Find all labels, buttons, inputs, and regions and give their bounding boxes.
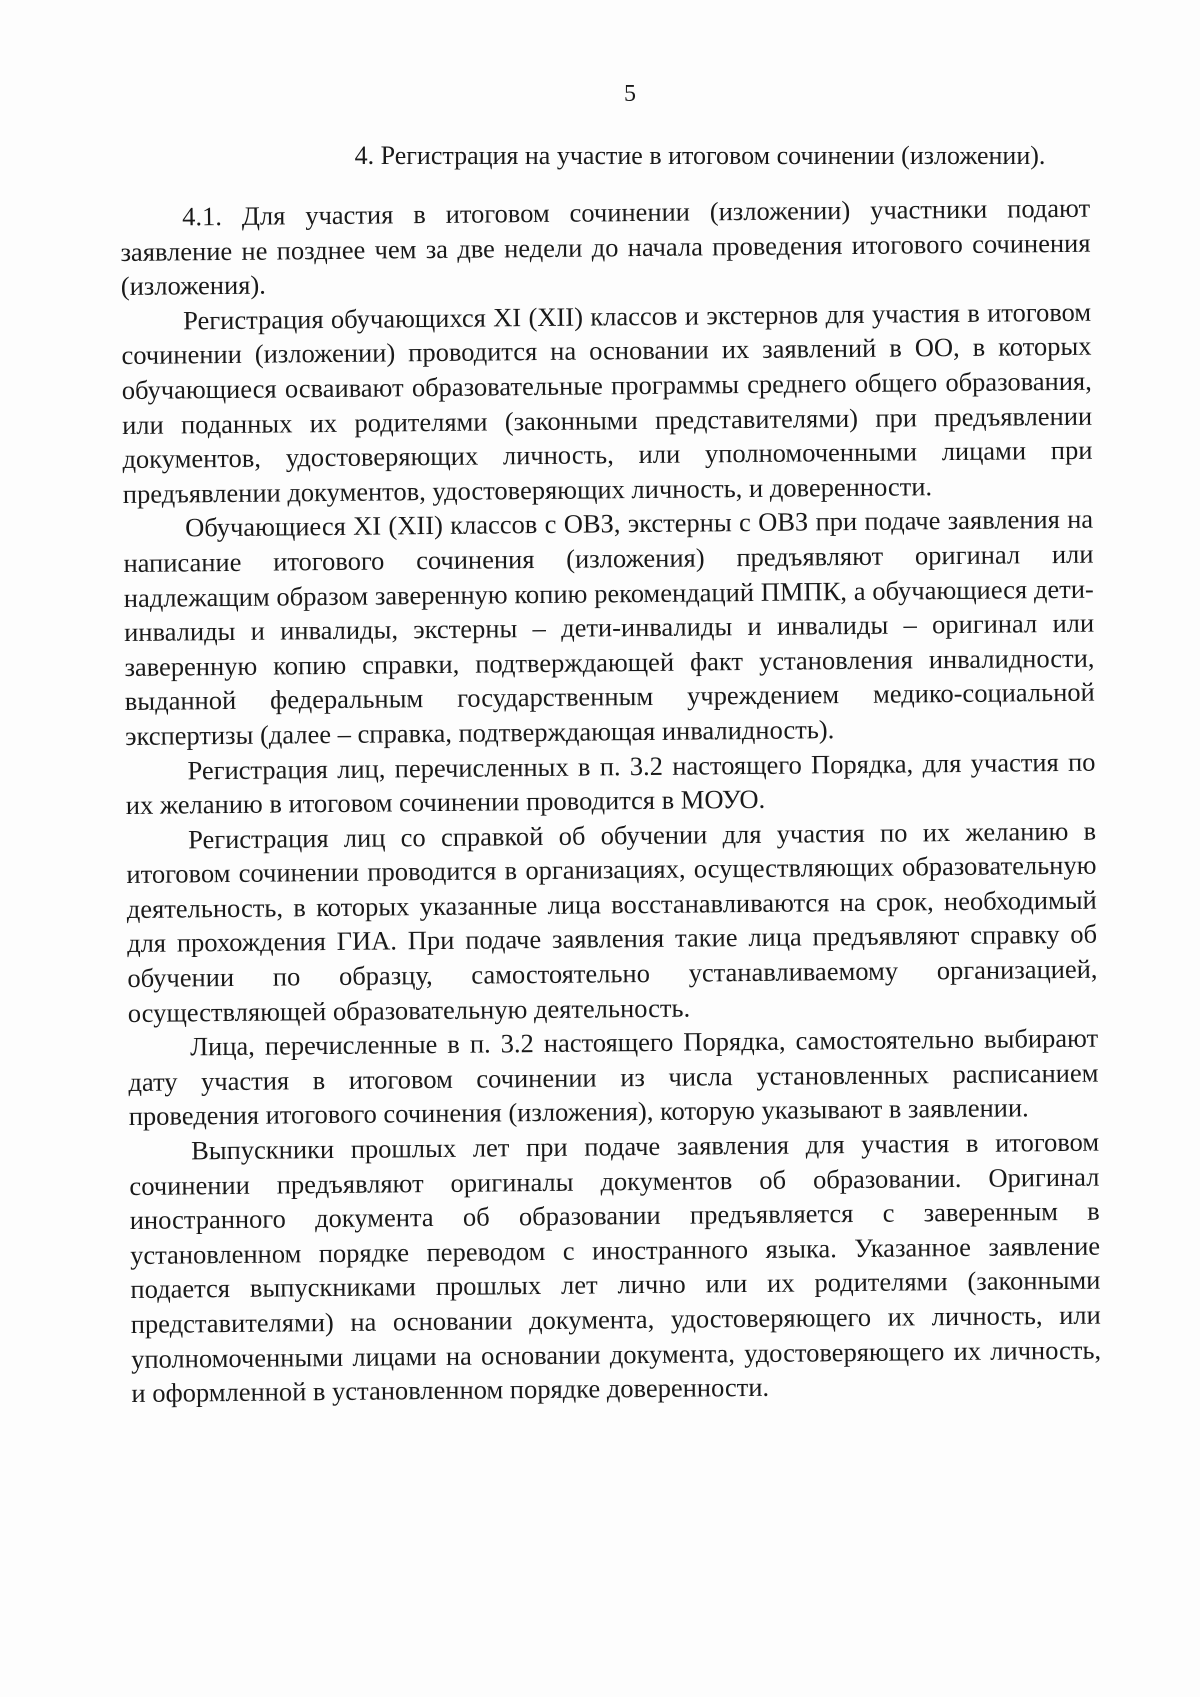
paragraph-4-1-application-deadline: 4.1. Для участия в итоговом сочинении (изложении) участники подают заявление не позднее чем за две недели до начала проведения итогового сочинения (изложения). [120,192,1091,302]
paragraph-past-graduates: Выпускники прошлых лет при подаче заявления для участия в итоговом сочинении предъявляют оригиналы документов об образовании. Оригинал иностранного документа об образовании предъявляется с заверенным в установленном порядке переводом с иностранного языка. Указанное заявление подается выпускниками прошлых лет лично или их родителями (законными представителями) на основании документа, удостоверяющего их личность, или уполномоченными лицами на основании документа, удостоверяющего их личность, и оформленной в установленном порядке доверенности. [129,1126,1102,1409]
body-text [120,191,1102,1411]
section-heading: 4. Регистрация на участие в итоговом сочинении (изложении). [354,141,1046,170]
paragraph-registration-moyo: Регистрация лиц, перечисленных в п. 3.2 настоящего Порядка, для участия по их желанию в итоговом сочинении проводится в МОУО. [125,746,1096,821]
page-number: 5 [624,81,636,107]
paragraph-disabled-students: Обучающиеся XI (XII) классов с ОВЗ, экстерны с ОВЗ при подаче заявления на написание итогового сочинения (изложения) предъявляют оригинал или надлежащим образом заверенную копию рекомендаций ПМПК, а обучающиеся дети-инвалиды и инвалиды, экстерны – дети-инвалиды и инвалиды – оригинал или заверенную копию справки, подтверждающей факт установления инвалидности, выданной федеральным государственным учреждением медико-социальной экспертизы (далее – справка, подтверждающая инвалидность). [123,504,1095,751]
paragraph-registration-students: Регистрация обучающихся XI (XII) классов и экстернов для участия в итоговом сочинении (изложении) проводится на основании их заявлений в ОО, в которых обучающиеся осваивают образовательные программы среднего общего образования, или поданных их родителями (законными представителями) при предъявлении документов, удостоверяющих личность, или уполномоченными лицами при предъявлении документов, удостоверяющих личность, и доверенности. [121,296,1093,509]
paragraph-date-selection: Лица, перечисленные в п. 3.2 настоящего Порядка, самостоятельно выбирают дату участия в итоговом сочинении из числа установленных расписанием проведения итогового сочинения (изложения), которую указывают в заявлении. [128,1022,1099,1132]
paragraph-certificate-holders: Регистрация лиц со справкой об обучении для участия по их желанию в итоговом сочинении проводится в организациях, осуществляющих образовательную деятельность, в которых указанные лица восстанавливаются на срок, необходимый для прохождения ГИА. При подаче заявления такие лица предъявляют справку об обучении по образцу, самостоятельно устанавливаемому организацией, осуществляющей образовательную деятельность. [126,815,1098,1028]
